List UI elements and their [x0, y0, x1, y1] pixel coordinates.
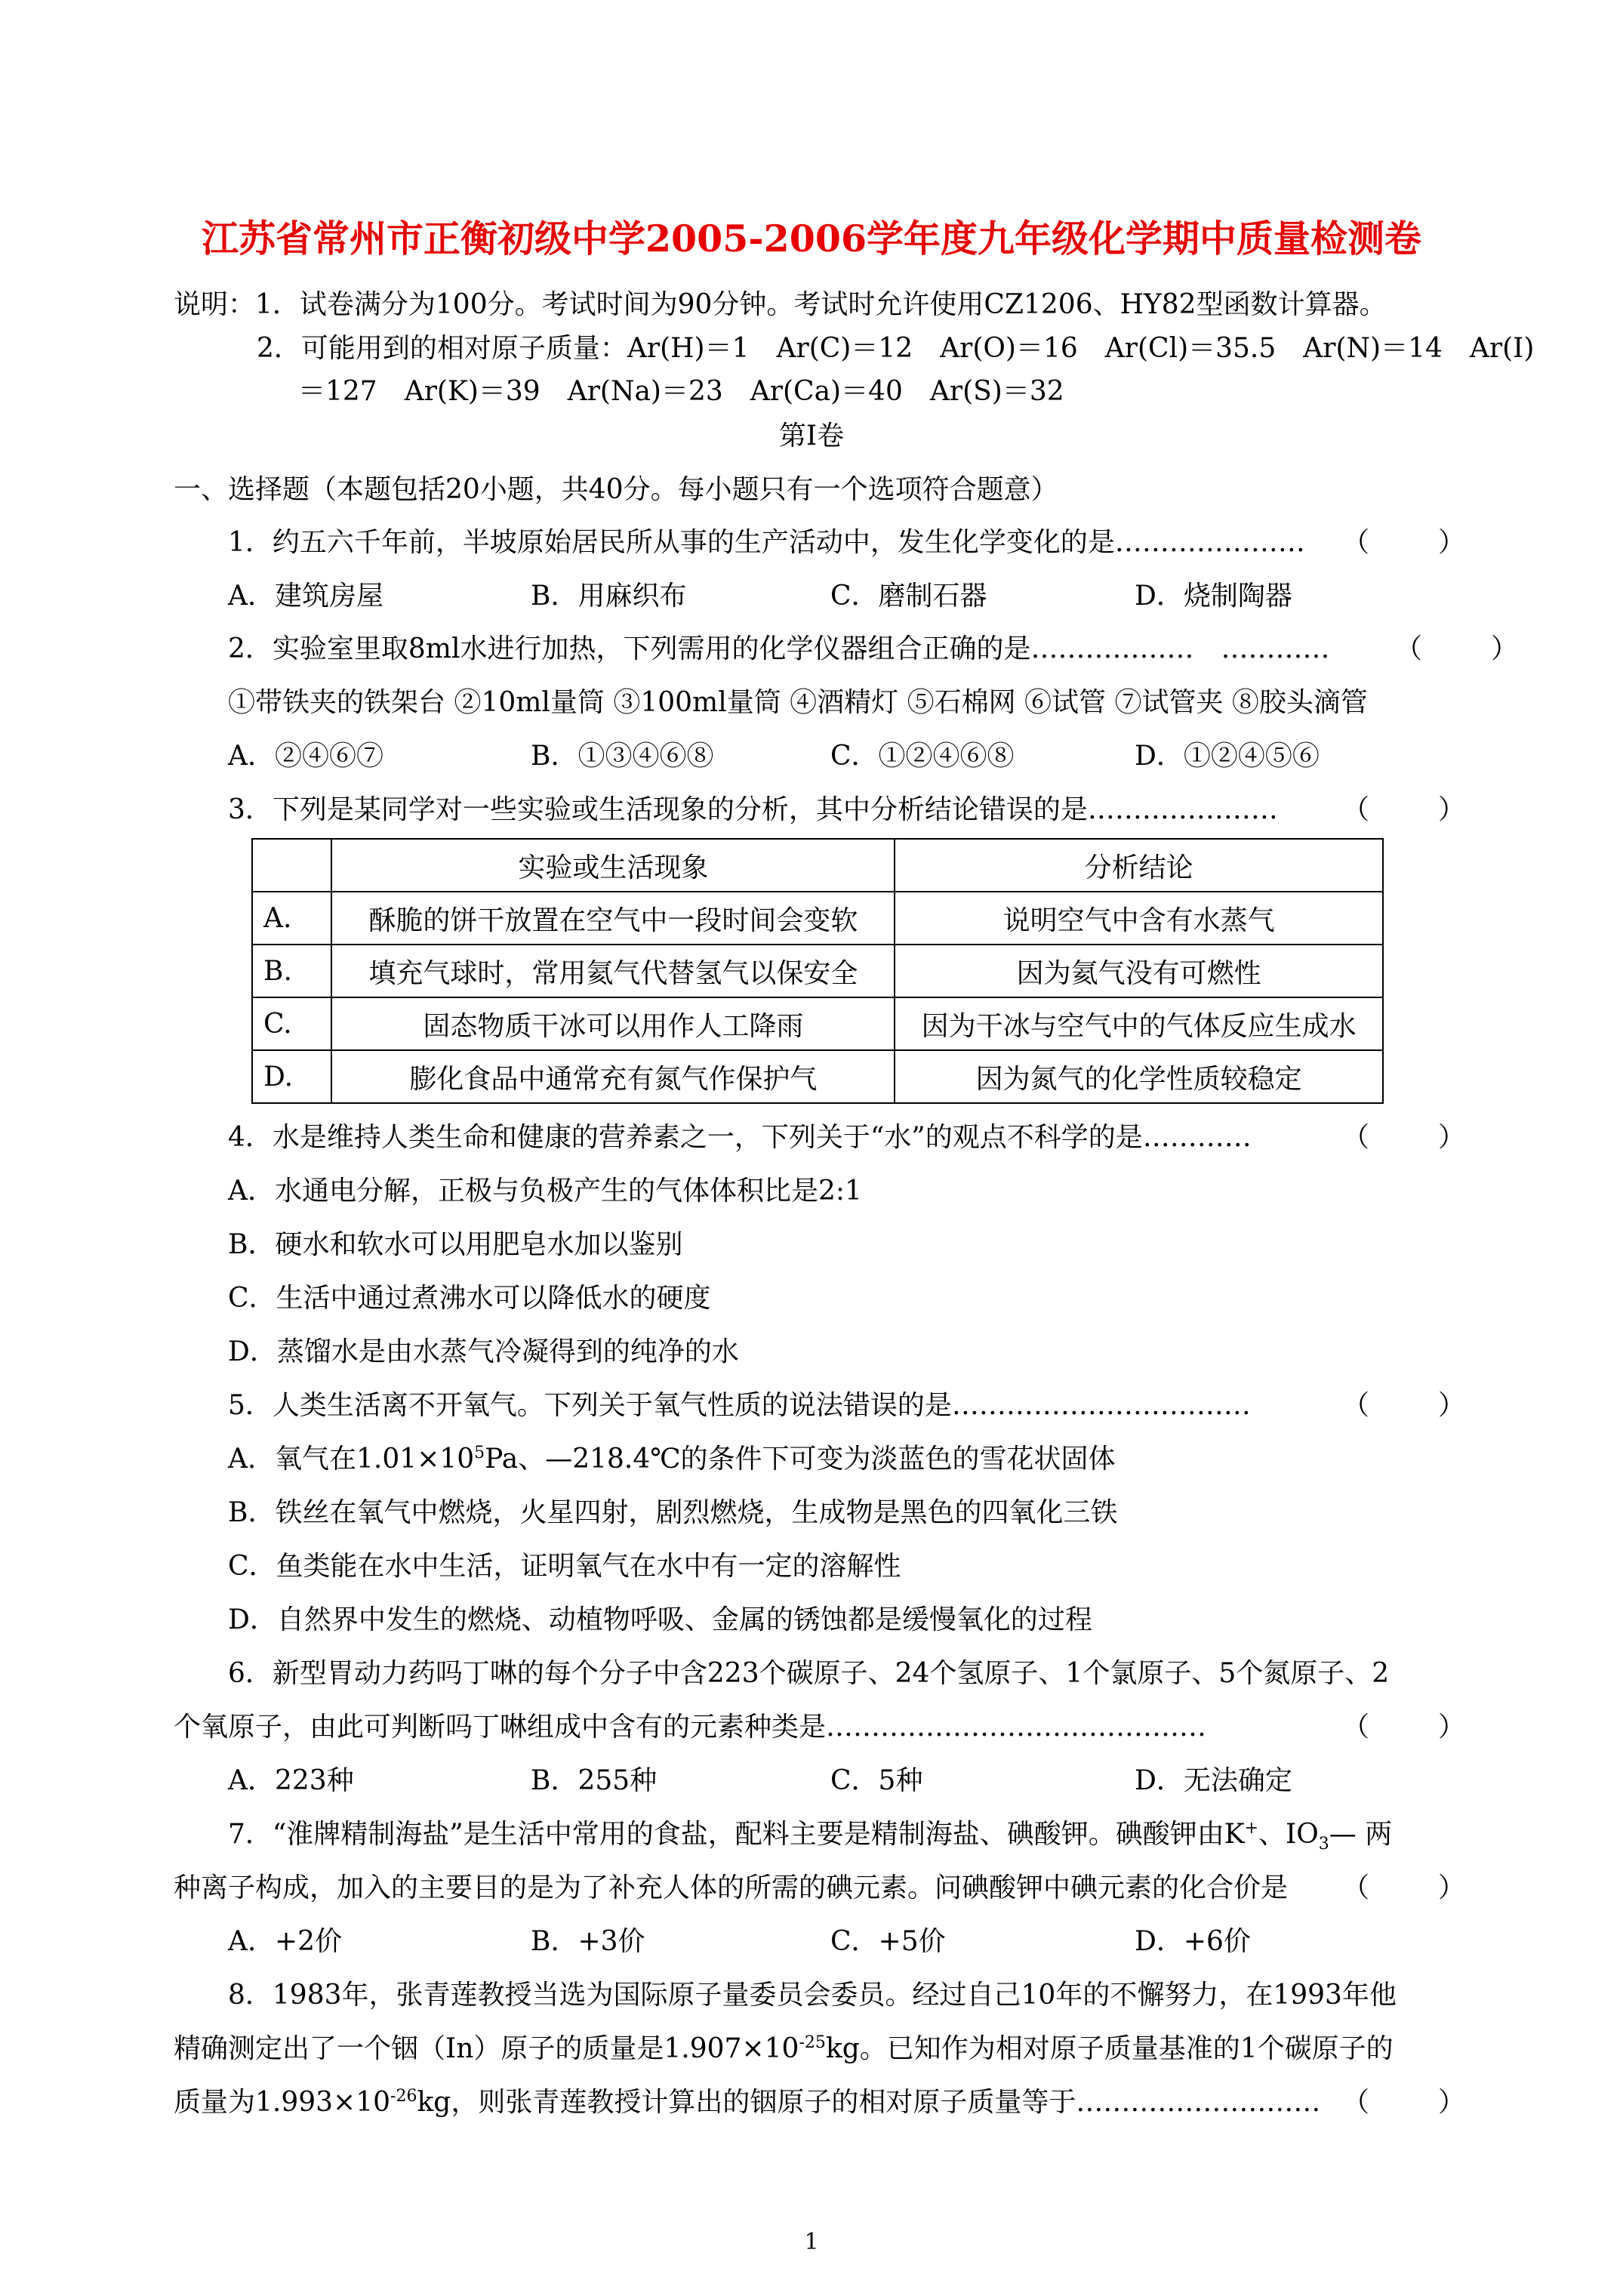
table-header-cell: [252, 839, 331, 892]
q2-option-b: B．①③④⑥⑧: [531, 741, 714, 772]
table-cell: A.: [252, 892, 331, 945]
table-cell: C.: [252, 997, 331, 1050]
q1-option-c: C．磨制石器: [830, 581, 987, 612]
exam-title: 江苏省常州市正衡初级中学2005-2006学年度九年级化学期中质量检测卷: [201, 217, 1422, 260]
answer-paren-open: （: [1342, 1712, 1370, 1743]
answer-paren-close: ）: [1438, 527, 1466, 558]
q7-option-a: A．+2价: [228, 1926, 343, 1957]
part-title: 第Ⅰ卷: [778, 421, 845, 451]
q6-option-a: A．223种: [228, 1765, 354, 1796]
q5-option-d: D．自然界中发生的燃烧、动植物呼吸、金属的锈蚀都是缓慢氧化的过程: [228, 1604, 1092, 1635]
question-7-stem: 7．“淮牌精制海盐”是生活中常用的食盐，配料主要是精制海盐、碘酸钾。碘酸钾由K+、$IO_3—$ 两: [228, 1819, 1393, 1854]
q7-option-c: C．+5价: [830, 1926, 946, 1957]
q6-option-c: C．5种: [830, 1765, 923, 1796]
q4-option-d: D．蒸馏水是由水蒸气冷凝得到的纯净的水: [228, 1336, 739, 1367]
question-3-stem: 3．下列是某同学对一些实验或生活现象的分析，其中分析结论错误的是…………………: [228, 794, 1278, 825]
q6-option-d: D．无法确定: [1135, 1765, 1292, 1796]
table-header-row: [252, 839, 1383, 892]
answer-paren-close: ）: [1438, 1712, 1466, 1743]
q4-option-a: A．水通电分解，正极与负极产生的气体体积比是2:1: [228, 1176, 862, 1207]
q5-option-a: A．氧气在$1.01\times 10^5Pa$、—218.4℃的条件下可变为淡蓝色的雪花状固体: [228, 1444, 1116, 1475]
table-row: [252, 892, 1383, 945]
table-cell: B.: [252, 945, 331, 997]
answer-paren-open: （: [1342, 1122, 1370, 1153]
table-row: [252, 945, 1383, 997]
table-cell: 固态物质干冰可以用作人工降雨: [331, 997, 895, 1050]
q2-option-c: C．①②④⑥⑧: [830, 741, 1015, 772]
table-row: [252, 997, 1383, 1050]
answer-paren-close: ）: [1438, 1122, 1466, 1153]
q4-option-b: B．硬水和软水可以用肥皂水加以鉴别: [228, 1229, 683, 1260]
answer-paren-open: （: [1342, 2087, 1370, 2118]
table-cell: 因为氮气的化学性质较稳定: [895, 1050, 1383, 1103]
q5-option-c: C．鱼类能在水中生活，证明氧气在水中有一定的溶解性: [228, 1551, 901, 1582]
question-6-stem-cont: 个氧原子，由此可判断吗丁啉组成中含有的元素种类是……………………………………: [174, 1712, 1207, 1743]
answer-paren-close: ）: [1438, 1390, 1466, 1421]
answer-paren-open: （: [1342, 794, 1370, 825]
note-1: 说明：1．试卷满分为100分。考试时间为90分钟。考试时允许使用CZ1206、HY82型函数计算器。: [174, 289, 1387, 320]
table-cell: 因为干冰与空气中的气体反应生成水: [895, 997, 1383, 1050]
note-2-cont: ＝127 Ar(K)＝39 Ar(Na)＝23 Ar(Ca)＝40 Ar(S)＝32: [298, 376, 1064, 407]
answer-paren-close: ）: [1438, 2087, 1466, 2118]
q2-option-a: A．②④⑥⑦: [228, 741, 383, 772]
section-title: 一、选择题（本题包括20小题，共40分。每小题只有一个选项符合题意）: [174, 474, 1058, 505]
table-cell: 膨化食品中通常充有氮气作保护气: [331, 1050, 895, 1103]
answer-paren-close: ）: [1438, 1872, 1466, 1903]
answer-paren-open: （: [1342, 1390, 1370, 1421]
note-2: 2．可能用到的相对原子质量：Ar(H)＝1 Ar(C)＝12 Ar(O)＝16 Ar(Cl)＝35.5 Ar(N)＝14 Ar(I): [257, 333, 1535, 364]
answer-paren-open: （: [1395, 633, 1423, 664]
answer-paren-open: （: [1342, 527, 1370, 558]
q1-option-d: D．烧制陶器: [1135, 581, 1292, 612]
q1-option-b: B．用麻织布: [531, 581, 687, 612]
question-2-stem: 2．实验室里取8ml水进行加热，下列需用的化学仪器组合正确的是……………… …………: [228, 633, 1330, 664]
answer-paren-close: ）: [1491, 633, 1519, 664]
table-cell: 因为氦气没有可燃性: [895, 945, 1383, 997]
page-number: 1: [804, 2229, 819, 2255]
q6-option-b: B．255种: [531, 1765, 658, 1796]
question-7-stem-cont: 种离子构成，加入的主要目的是为了补充人体的所需的碘元素。问碘酸钾中碘元素的化合价是: [174, 1872, 1289, 1903]
question-8-stem: 8．1983年，张青莲教授当选为国际原子量委员会委员。经过自己10年的不懈努力，在1993年他: [228, 1980, 1397, 2011]
q5-option-b: B．铁丝在氧气中燃烧，火星四射，剧烈燃烧，生成物是黑色的四氧化三铁: [228, 1497, 1118, 1528]
table-header-cell: 分析结论: [895, 839, 1383, 892]
question-8-stem-cont: 精确测定出了一个铟（In）原子的质量是$1.907\times 10^{-25}kg$。已知作为相对原子质量基准的1个碳原子的: [174, 2033, 1394, 2064]
question-6-stem: 6．新型胃动力药吗丁啉的每个分子中含223个碳原子、24个氢原子、1个氯原子、5个氮原子、2: [228, 1658, 1390, 1689]
table-row: [252, 1050, 1383, 1103]
table-cell: 酥脆的饼干放置在空气中一段时间会变软: [331, 892, 895, 945]
question-4-stem: 4．水是维持人类生命和健康的营养素之一，下列关于“水”的观点不科学的是…………: [228, 1122, 1252, 1153]
q3-table: [251, 838, 1384, 1104]
q1-option-a: A．建筑房屋: [228, 581, 383, 612]
q2-option-d: D．①②④⑤⑥: [1135, 741, 1320, 772]
table-cell: 填充气球时，常用氦气代替氢气以保安全: [331, 945, 895, 997]
answer-paren-close: ）: [1438, 794, 1466, 825]
q2-items: ①带铁夹的铁架台 ②10ml量筒 ③100ml量筒 ④酒精灯 ⑤石棉网 ⑥试管 ⑦试管夹 ⑧胶头滴管: [228, 687, 1368, 718]
question-5-stem: 5．人类生活离不开氧气。下列关于氧气性质的说法错误的是……………………………: [228, 1390, 1251, 1421]
question-1-stem: 1．约五六千年前，半坡原始居民所从事的生产活动中，发生化学变化的是…………………: [228, 527, 1305, 558]
q7-option-d: D．+6价: [1135, 1926, 1251, 1957]
question-8-stem-cont-2: 质量为$1.993\times 10^{-26}kg$，则张青莲教授计算出的铟原子的相对原子质量等于………………………: [174, 2087, 1321, 2118]
table-header-cell: 实验或生活现象: [331, 839, 895, 892]
q4-option-c: C．生活中通过煮沸水可以降低水的硬度: [228, 1283, 711, 1314]
table-cell: D.: [252, 1050, 331, 1103]
q7-option-b: B．+3价: [531, 1926, 645, 1957]
answer-paren-open: （: [1342, 1872, 1370, 1903]
table-cell: 说明空气中含有水蒸气: [895, 892, 1383, 945]
